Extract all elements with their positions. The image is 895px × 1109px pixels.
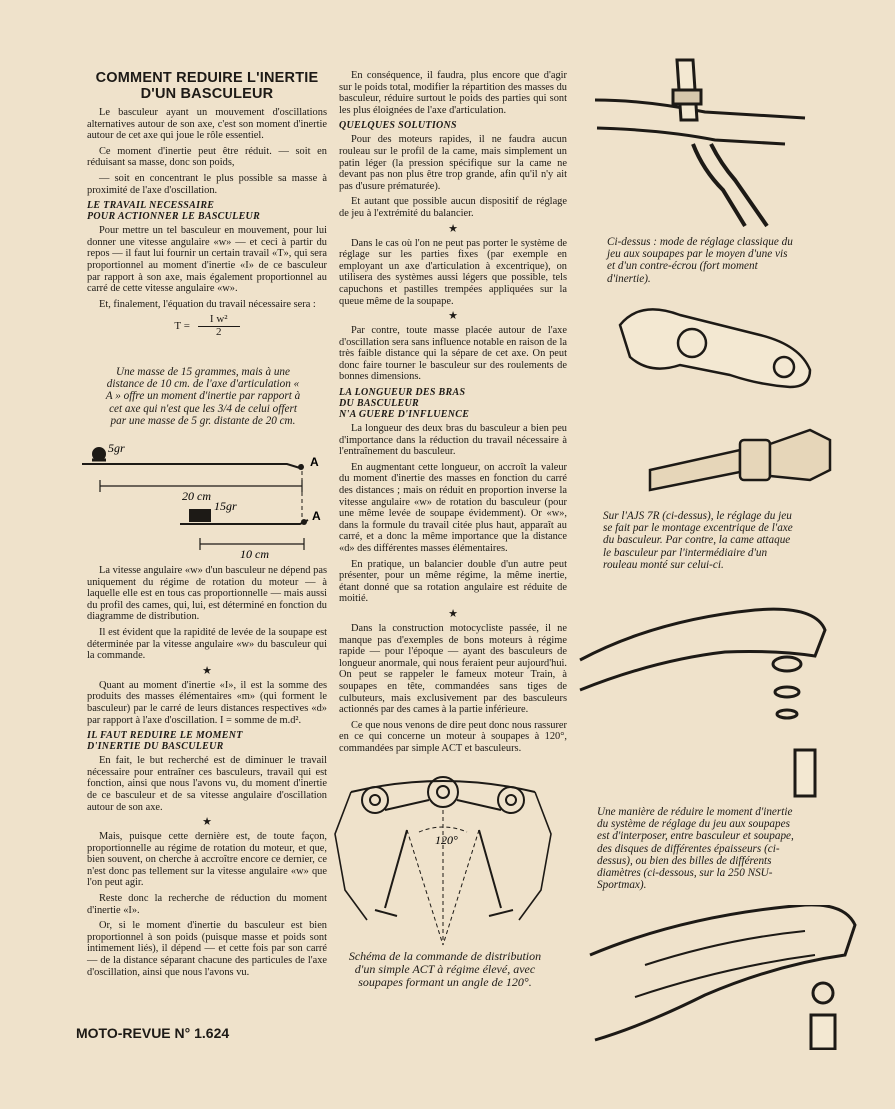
paragraph-rassurer: Ce que nous venons de dire peut donc nous rassurer en ce qui concerne un moteur à soupapes à 120°, commandées par simple ACT et basculeurs.: [339, 719, 567, 754]
paragraph-en-fait: En fait, le but recherché est de diminuer le travail nécessaire pour entraîner ces basculeurs, travail qui est fonction, ainsi que nous l'avons vu, du moment d'inertie de ce basculeur et de sa vitesse angulaire d'oscillation autour de son axe.: [87, 755, 327, 813]
subheading-line: LA LONGUEUR DES BRAS: [339, 387, 466, 399]
subheading-line: POUR ACTIONNER LE BASCULEUR: [87, 211, 261, 223]
rocker-screw-illustration: [585, 40, 885, 230]
star-separator: ★: [448, 310, 458, 323]
caption-disques: Une manière de réduire le moment d'inertie du système de réglage du jeu aux soupapes est d'interposer, entre basculeur et soupape, des disques de différentes épaisseurs (ci-dessus), ou bien des billes de différents diamètres (ci-dessous, sur la 250 NSU-Sportmax).: [597, 806, 794, 892]
formula-fraction: [198, 314, 240, 338]
paragraph-vitesse: La vitesse angulaire «w» d'un basculeur ne dépend pas uniquement du régime de rotation du moteur — à laquelle elle est en tous cas proportionnelle — mais aussi du profil des cames, qui, lui, est déterminé en fonction du diagramme de distribution.: [87, 565, 327, 623]
mass-5gr-icon: [93, 448, 105, 460]
label-a-top: A: [310, 455, 319, 469]
subheading-line: DU BASCULEUR: [339, 398, 420, 410]
disc-icon: [777, 710, 797, 718]
intro-paragraph-1: Le basculeur ayant un mouvement d'oscillations alternatives autour de son axe, c'est son moment d'inertie autour de cet axe qui joue le rôle essentiel.: [87, 107, 327, 142]
title-line-1: COMMENT REDUIRE L'INERTIE: [95, 70, 319, 86]
column-1-lower: [87, 565, 327, 982]
work-formula: [87, 314, 327, 338]
paragraph-dans-le-cas: Dans le cas où l'on ne peut pas porter le système de réglage sur les parties fixes (par exemple en employant un axe d'articulation à excentrique), on utilisera des systèmes aussi légers que possible, tels capuchons et pastilles trempées appliquées sur la queue même de la soupape.: [339, 237, 567, 307]
paragraph-reste: Reste donc la recherche de réduction du moment d'inertie «I».: [87, 893, 327, 916]
column-1: [87, 70, 327, 345]
subheading-solutions: QUELQUES SOLUTIONS: [339, 120, 457, 132]
label-20cm: 20 cm: [182, 489, 211, 503]
lever-arm-long: [82, 464, 300, 468]
paragraph-rapidite: Il est évident que la rapidité de levée de la soupape est déterminée par la vitesse angulaire «w» du basculeur qui la commande.: [87, 626, 327, 662]
diagram-caption: Schéma de la commande de distribution d'un simple ACT à régime élevé, avec soupapes formant un angle de 120°.: [348, 949, 542, 989]
paragraph-construction: Dans la construction motocycliste passée, il ne manque pas d'exemples de bons moteurs à régime rapide — pour l'époque — ayant des basculeurs de longueur anormale, qui nous feraient peur aujourd'hui. On peut se rappeler le fameux moteur Train, à soupapes en tête, commandées sans tiges de culbuteurs, mais exclusivement par des basculeurs actionnés par des cames à la partie inférieure.: [339, 622, 567, 716]
nsu-rocker-discs-illustration: [575, 600, 885, 800]
paragraph-moment: Quant au moment d'inertie «I», il est la somme des produits des masses élémentaires «m» (qui forment le basculeur) par le carré de leurs distances respectives «d» par rapport à l'axe d'oscillation. I = somme de m.d².: [87, 679, 327, 726]
formula-lhs: T =: [174, 319, 190, 332]
eccentric-axle-icon: [678, 329, 706, 357]
rocker-pivot-left-icon: [362, 787, 388, 813]
valve-stem-icon: [811, 1015, 835, 1049]
subheading-line: IL FAUT REDUIRE LE MOMENT: [87, 730, 243, 742]
disc-icon: [773, 657, 801, 671]
caption-vis-contre-ecrou: Ci-dessus : mode de réglage classique du jeu aux soupapes par le moyen d'une vis et d'un contre-écrou (fort moment d'inertie).: [607, 236, 793, 285]
subheading-line: N'A GUERE D'INFLUENCE: [339, 409, 470, 421]
label-5gr: 5gr: [108, 441, 125, 455]
disc-icon: [775, 687, 799, 697]
footer-issue: MOTO-REVUE N° 1.624: [76, 1025, 230, 1041]
star-separator: ★: [448, 222, 458, 235]
article-title: [87, 70, 327, 102]
formula-denominator: 2: [215, 325, 222, 338]
ball-icon: [813, 983, 833, 1003]
act-distribution-diagram: [323, 770, 573, 950]
paragraph-augmentant: En augmentant cette longueur, on accroît la valeur du moment d'inertie des masses en fonction du carré des distances ; mais on réduit en proportion inverse la vitesse angulaire «w» de rotation du basculeur (pour une même levée de soupape évidemment). Or «w», dans la formule du travail citée plus haut, apparaît au carré, et a donc la même importance que la distance «d» des différentes masses élémentaires.: [339, 461, 567, 554]
label-15gr: 15gr: [214, 499, 237, 513]
roller-icon: [774, 357, 794, 377]
paragraph-pratique: En pratique, un balancier double d'un autre peut présenter, pour un même régime, la même inertie, étant donné que sa rotation angulaire est réduite de moitié.: [339, 558, 567, 605]
valve-stem-icon: [795, 750, 815, 796]
pivot-a-icon: [298, 464, 304, 470]
star-separator: ★: [202, 816, 212, 829]
pivot-a-icon: [301, 519, 307, 525]
paragraph-or: Or, si le moment d'inertie du basculeur est bien proportionnel à son poids (puisque masse et poids sont intimement liés), il dépend — et cette fois par son carré — de la distance séparant chacune des particules de l'axe d'oscillation, ainsi que nous l'avons vu.: [87, 920, 327, 978]
eccentric-axle-illustration: [640, 410, 840, 510]
paragraph-consequence: En conséquence, il faudra, plus encore que d'agir sur le poids total, modifier la répartition des masses du basculeur, réduire surtout le poids des parties qui sont les plus éloignées de l'axe d'articulation.: [339, 70, 567, 116]
work-paragraph-2: Et, finalement, l'équation du travail nécessaire sera :: [99, 298, 316, 310]
paragraph-par-contre: Par contre, toute masse placée autour de l'axe d'oscillation sera sans influence notable en raison de la très faible distance qui la sépare de cet axe. On peut donc faire tourner le basculeur sur des roulements de bonnes dimensions.: [339, 325, 567, 383]
rocker-pivot-right-icon: [498, 787, 524, 813]
subheading-longueur: [339, 387, 567, 420]
column-2: [339, 70, 567, 759]
mass-note: Une masse de 15 grammes, mais à une distance de 10 cm. de l'axe d'articulation « A » offre un moment d'inertie par rapport à cet axe qui n'est que les 3/4 de celui offert par une masse de 5 gr. distante de 20 cm.: [105, 366, 301, 427]
subheading-reduire: [87, 730, 327, 752]
paragraph-autant: Et autant que possible aucun dispositif de réglage de jeu à l'extrémité du balancier.: [339, 196, 567, 219]
angle-label: 120°: [435, 833, 458, 847]
paragraph-moteurs-rapides: Pour des moteurs rapides, il ne faudra aucun rouleau sur le profil de la came, mais simplement un patin léger (la pression spécifique sur la came ne devant pas non plus être trop grande, afin qu'il n'y ait pas d'usure prématurée).: [339, 134, 567, 192]
label-10cm: 10 cm: [240, 547, 269, 561]
caption-ajs-7r: Sur l'AJS 7R (ci-dessus), le réglage du jeu se fait par le montage excentrique de l'axe du basculeur. Par contre, la came attaque le basculeur par l'intermédiaire d'un rouleau monté sur celui-ci.: [603, 510, 793, 571]
title-line-2: D'UN BASCULEUR: [140, 86, 274, 102]
lever-diagram: [72, 440, 332, 565]
paragraph-longueur: La longueur des deux bras du basculeur a bien peu d'importance dans la réduction du travail nécessaire à l'entraînement du basculeur.: [339, 423, 567, 458]
formula-numerator: I w²: [198, 314, 240, 327]
paragraph-mais: Mais, puisque cette dernière est, de toute façon, proportionnelle au régime de rotation du moteur, et que, bien souvent, on cherche à accroître encore ce dernier, ce n'est donc pas tellement sur la vitesse angulaire «w» que l'on peut agir.: [87, 831, 327, 889]
star-separator: ★: [202, 664, 212, 677]
nsu-sportmax-rocker-illustration: [585, 905, 885, 1050]
mass-15gr-icon: [190, 510, 210, 522]
intro-paragraph-3: — soit en concentrant le plus possible sa masse à proximité de l'axe d'oscillation.: [87, 172, 327, 196]
ajs-rocker-illustration: [610, 295, 840, 395]
intro-paragraph-2: Ce moment d'inertie peut être réduit. — soit en réduisant sa masse, donc son poids,: [87, 145, 327, 169]
star-separator: ★: [448, 607, 458, 620]
subheading-line: D'INERTIE DU BASCULEUR: [87, 741, 224, 753]
work-paragraph-1: Pour mettre un tel basculeur en mouvement, pour lui donner une vitesse angulaire «w» — et ceci à partir du repos — il faut lui fournir un certain travail «T», qui sera proportionnel au moment d'inertie «I» de ce basculeur par rapport à son axe, mais également proportionnel au carré de cette vitesse angulaire «w».: [87, 225, 327, 295]
valve-right-icon: [479, 830, 513, 916]
valve-left-icon: [375, 830, 407, 916]
subheading-line: LE TRAVAIL NECESSAIRE: [87, 200, 215, 212]
locknut-icon: [673, 90, 701, 104]
label-a-bottom: A: [312, 509, 321, 523]
subheading-travail: [87, 200, 327, 222]
